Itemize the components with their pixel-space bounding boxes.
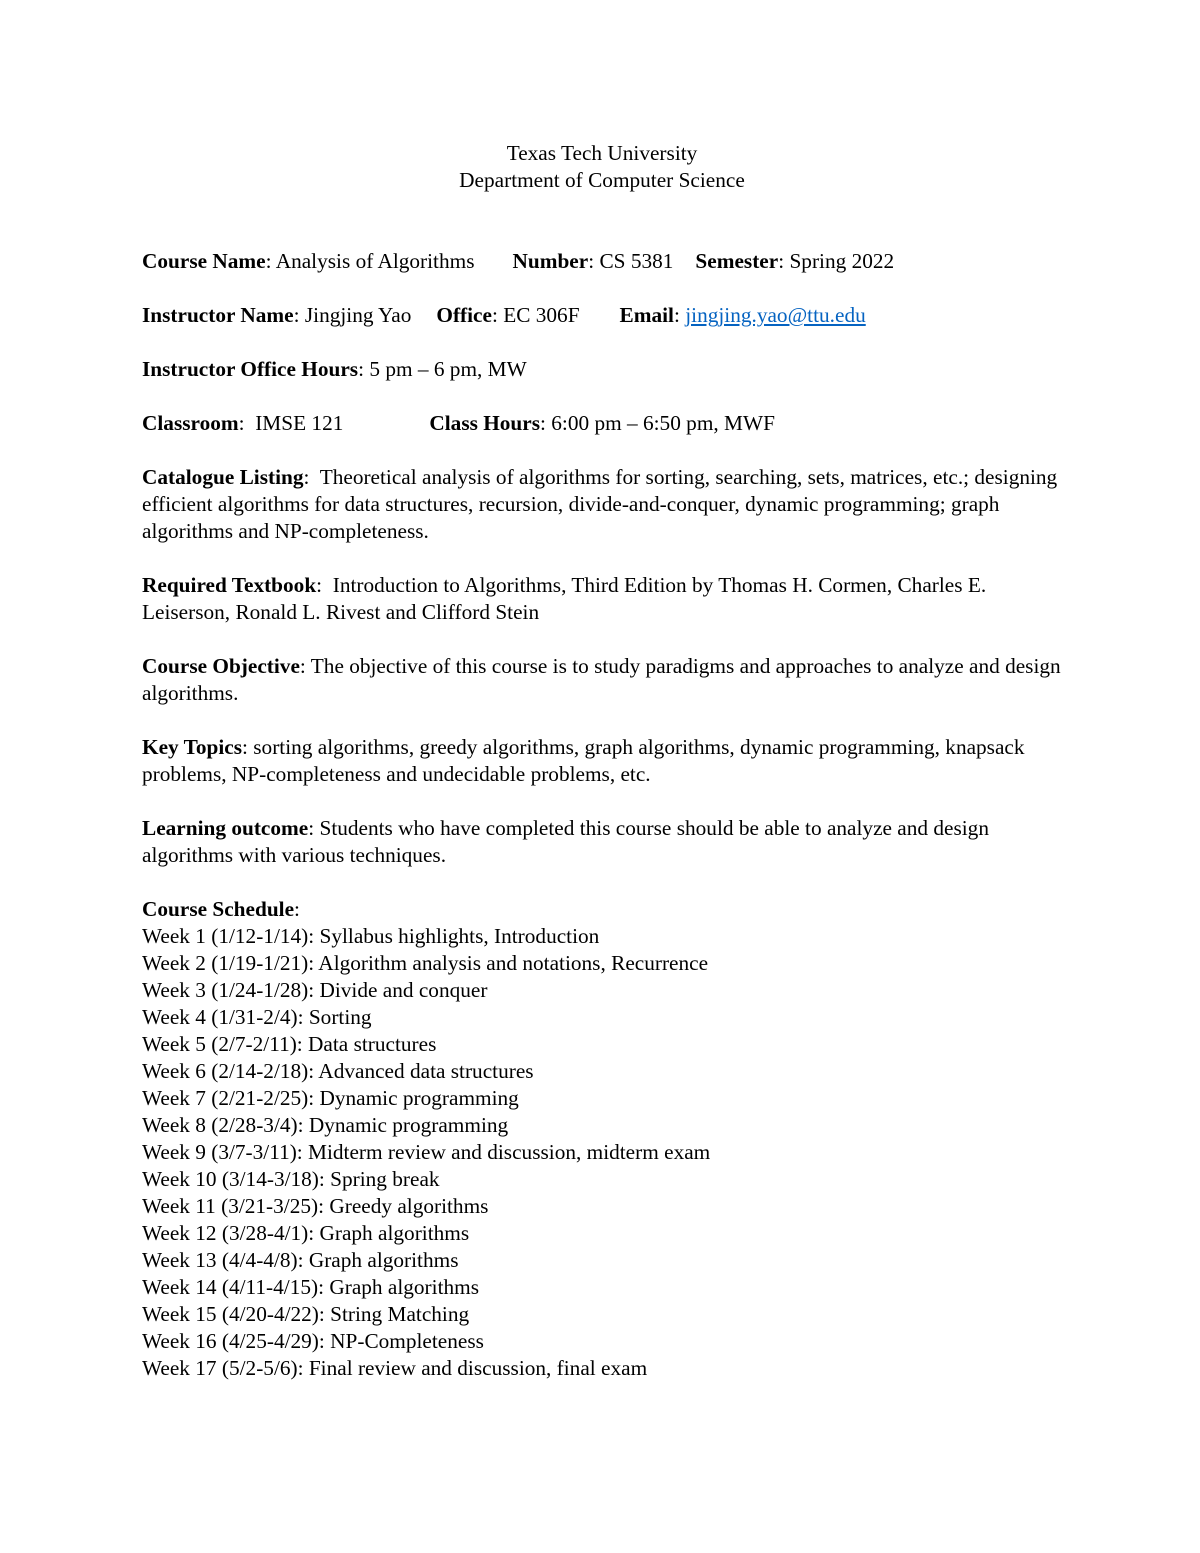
textbook-label: Required Textbook [142,573,317,597]
course-objective: Course Objective: The objective of this course is to study paradigms and approaches to analyze and design algorithms. [142,654,1061,705]
class-hours-label: Class Hours [429,411,541,435]
schedule-week-6: Week 6 (2/14-2/18): Advanced data structures [142,1059,534,1083]
course-name-value: Analysis of Algorithms [275,249,475,273]
course-number-label: Number [512,249,589,273]
textbook-text: Introduction to Algorithms, Third Edition by Thomas H. Cormen, Charles E. Leiserson, Ronald L. Rivest and Clifford Stein [142,573,987,624]
schedule-heading: Course Schedule: [142,897,300,921]
catalogue-label: Catalogue Listing [142,465,304,489]
schedule-week-5: Week 5 (2/7-2/11): Data structures [142,1032,437,1056]
classroom-value: IMSE 121 [255,411,344,435]
classroom-row: Classroom: IMSE 121 Class Hours: 6:00 pm – 6:50 pm, MWF [142,411,775,435]
schedule-week-14: Week 14 (4/11-4/15): Graph algorithms [142,1275,479,1299]
instructor-name-label: Instructor Name [142,303,294,327]
course-name-label: Course Name [142,249,266,273]
topics-text: sorting algorithms, greedy algorithms, graph algorithms, dynamic programming, knapsack problems, NP-completeness and undecidable problems, etc. [142,735,1025,786]
schedule-week-12: Week 12 (3/28-4/1): Graph algorithms [142,1221,470,1245]
catalogue-text: Theoretical analysis of algorithms for sorting, searching, sets, matrices, etc.; designing efficient algorithms for data structures, recursion, divide-and-conquer, dynamic programming; graph algorithms and NP-completeness. [142,465,1058,543]
schedule-week-7: Week 7 (2/21-2/25): Dynamic programming [142,1086,519,1110]
instructor-info-row: Instructor Name: Jingjing Yao Office: EC 306F Email: jingjing.yao@ttu.edu [142,303,866,327]
semester-label: Semester [695,249,779,273]
schedule-week-16: Week 16 (4/25-4/29): NP-Completeness [142,1329,484,1353]
course-schedule [142,896,1062,1382]
outcome-text: Students who have completed this course should be able to analyze and design algorithms with various techniques. [142,816,989,867]
schedule-week-2: Week 2 (1/19-1/21): Algorithm analysis and notations, Recurrence [142,951,709,975]
document-header [142,140,1062,194]
schedule-week-8: Week 8 (2/28-3/4): Dynamic programming [142,1113,509,1137]
university-name: Texas Tech University [506,141,698,165]
key-topics: Key Topics: sorting algorithms, greedy algorithms, graph algorithms, dynamic programming, knapsack problems, NP-completeness and undecidable problems, etc. [142,735,1025,786]
semester-value: Spring 2022 [789,249,895,273]
email-label: Email [619,303,674,327]
email-link[interactable]: jingjing.yao@ttu.edu [685,303,866,327]
schedule-week-17: Week 17 (5/2-5/6): Final review and discussion, final exam [142,1356,648,1380]
syllabus-page [142,140,1062,1382]
class-hours-value: 6:00 pm – 6:50 pm, MWF [551,411,775,435]
objective-text: The objective of this course is to study paradigms and approaches to analyze and design algorithms. [142,654,1061,705]
office-label: Office [436,303,492,327]
course-info-row: Course Name: Analysis of Algorithms Number: CS 5381 Semester: Spring 2022 [142,249,895,273]
topics-label: Key Topics [142,735,243,759]
schedule-label: Course Schedule [142,897,295,921]
office-hours-label: Instructor Office Hours [142,357,359,381]
catalogue-listing: Catalogue Listing: Theoretical analysis of algorithms for sorting, searching, sets, matrices, etc.; designing efficient algorithms for data structures, recursion, divide-and-conquer, dynamic programming; graph algorithms and NP-completeness. [142,465,1058,543]
objective-label: Course Objective [142,654,300,678]
schedule-week-11: Week 11 (3/21-3/25): Greedy algorithms [142,1194,489,1218]
schedule-week-1: Week 1 (1/12-1/14): Syllabus highlights, Introduction [142,924,600,948]
office-hours-value: 5 pm – 6 pm, MW [369,357,527,381]
schedule-week-3: Week 3 (1/24-1/28): Divide and conquer [142,978,488,1002]
classroom-label: Classroom [142,411,239,435]
learning-outcome: Learning outcome: Students who have completed this course should be able to analyze and design algorithms with various techniques. [142,816,989,867]
office-value: EC 306F [503,303,580,327]
schedule-week-4: Week 4 (1/31-2/4): Sorting [142,1005,372,1029]
schedule-week-15: Week 15 (4/20-4/22): String Matching [142,1302,470,1326]
outcome-label: Learning outcome [142,816,309,840]
required-textbook: Required Textbook: Introduction to Algorithms, Third Edition by Thomas H. Cormen, Charles E. Leiserson, Ronald L. Rivest and Clifford Stein [142,573,987,624]
course-number-value: CS 5381 [599,249,674,273]
department-name: Department of Computer Science [459,168,745,192]
office-hours-row: Instructor Office Hours: 5 pm – 6 pm, MW [142,357,527,381]
schedule-week-10: Week 10 (3/14-3/18): Spring break [142,1167,440,1191]
schedule-week-13: Week 13 (4/4-4/8): Graph algorithms [142,1248,459,1272]
instructor-name-value: Jingjing Yao [304,303,412,327]
schedule-week-9: Week 9 (3/7-3/11): Midterm review and discussion, midterm exam [142,1140,711,1164]
